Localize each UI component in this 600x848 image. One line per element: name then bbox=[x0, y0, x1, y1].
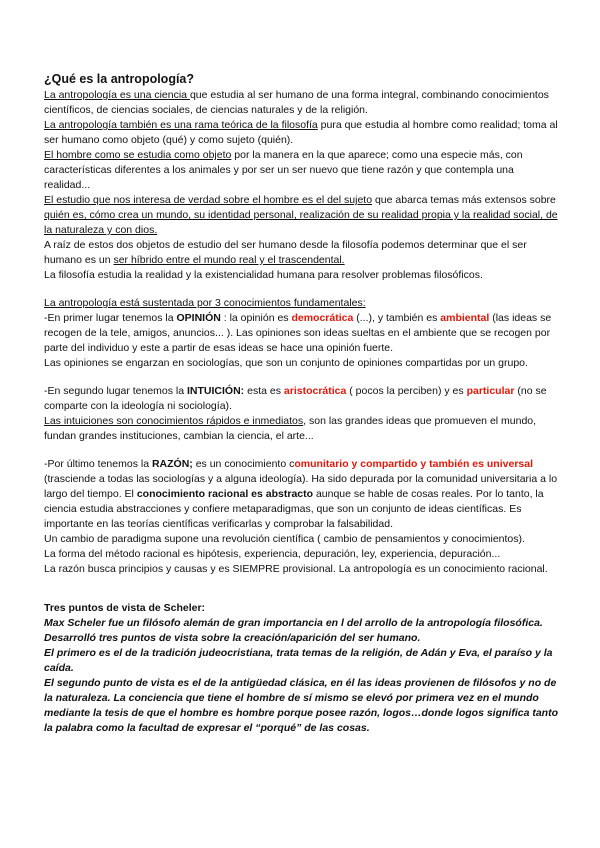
bold-term: OPINIÓN bbox=[176, 312, 221, 324]
paragraph-rama-teorica bbox=[44, 118, 560, 148]
underlined-text: El estudio que nos interesa de verdad sobre el hombre es el del sujeto bbox=[44, 194, 373, 206]
highlight-term: particular bbox=[466, 385, 515, 397]
paragraph-razon-metodo: La forma del método racional es hipótesis, experiencia, depuración, ley, experiencia, depuración... bbox=[44, 548, 501, 560]
paragraph-ciencia bbox=[44, 88, 560, 118]
underlined-text: quién es, cómo crea un mundo, su identidad personal, realización de su realidad propia y la realidad social, de la naturaleza y con dios. bbox=[44, 209, 558, 236]
document-body bbox=[44, 70, 560, 736]
body-text: es un conocimiento c bbox=[192, 458, 295, 470]
underlined-text: ser híbrido entre el mundo real y el trascendental. bbox=[113, 254, 345, 266]
underlined-text: Las intuiciones son conocimientos rápidos e inmediatos bbox=[44, 415, 304, 427]
paragraph-scheler-segundo: El segundo punto de vista es el de la antigüedad clásica, en él las ideas provienen de filósofos y no de la naturaleza. La conciencia que tiene el hombre de sí mismo se elevó por primera vez en el mundo mediante la tesis de que el hombre es hombre porque posee razón, logos…donde logos significa tanto la palabra como la facultad de expresar el “porqué” de las cosas. bbox=[44, 677, 559, 734]
body-text: (trasciende a todas las sociologías y a alguna ideología). Ha sido depurada por la comunidad universitaria a lo largo del tiempo. El bbox=[44, 473, 558, 500]
section-heading-scheler: Tres puntos de vista de Scheler: bbox=[44, 602, 206, 614]
spacer bbox=[44, 371, 560, 384]
body-text: por la manera en la que aparece; como una especie más, con características diferentes a los animales y por ser un ser nuevo que tiene razón y que contempla una realidad... bbox=[44, 149, 523, 191]
bold-term: INTUICIÓN: bbox=[187, 385, 245, 397]
body-text: : la opinión es bbox=[220, 312, 292, 324]
paragraph-scheler-intro: Max Scheler fue un filósofo alemán de gran importancia en l del arrollo de la antropología filosófica. Desarrolló tres puntos de vista sobre la creación/aparición del ser humano. bbox=[44, 617, 543, 644]
body-text: -En segundo lugar tenemos la bbox=[44, 385, 188, 397]
highlight-term: omunitario y compartido y también es universal bbox=[294, 458, 534, 470]
paragraph-sujeto bbox=[44, 193, 560, 238]
body-text: ( pocos la perciben) y es bbox=[346, 385, 467, 397]
body-text: que abarca temas más extensos sobre bbox=[372, 194, 556, 206]
bold-term: conocimiento racional es abstracto bbox=[136, 488, 314, 500]
body-text: -En primer lugar tenemos la bbox=[44, 312, 177, 324]
body-text: pura que estudia al hombre como realidad; toma al ser humano como objeto (qué) y como sujeto (quién). bbox=[44, 119, 558, 146]
body-text: -Por último tenemos la bbox=[44, 458, 152, 470]
section-heading-conocimientos: La antropología está sustentada por 3 conocimientos fundamentales: bbox=[44, 297, 366, 309]
paragraph-opinion-sociologias: Las opiniones se engarzan en sociologías, que son un conjunto de opiniones compartidas por un grupo. bbox=[44, 357, 528, 369]
highlight-term: aristocrática bbox=[283, 385, 347, 397]
body-text: aunque se hable de cosas reales. Por lo tanto, la ciencia estudia abstracciones y confiere metaparadigmas, que son un conjunto de ideas científicas. Es importante en las teorías científicas verificarlas y comprobar la falsabilidad. bbox=[44, 488, 544, 530]
paragraph-objeto bbox=[44, 148, 560, 193]
body-text: que estudia al ser humano de una forma integral, combinando conocimientos científicos, de ciencias sociales, de ciencias naturales y de la religión. bbox=[44, 89, 549, 116]
paragraph-intuicion-ideas bbox=[44, 414, 560, 444]
bold-term: RAZÓN; bbox=[151, 458, 193, 470]
underlined-text: La antropología también es una rama teórica de la filosofía bbox=[44, 119, 318, 131]
spacer bbox=[44, 283, 560, 296]
body-text: esta es bbox=[244, 385, 284, 397]
body-text: A raíz de estos dos objetos de estudio del ser humano desde la filosofía podemos determinar que el ser humano es un bbox=[44, 239, 527, 266]
page-title: ¿Qué es la antropología? bbox=[44, 72, 195, 86]
paragraph-razon bbox=[44, 457, 560, 532]
paragraph-hibrido bbox=[44, 238, 560, 268]
paragraph-razon-paradigma: Un cambio de paradigma supone una revolución científica ( cambio de pensamientos y conocimientos). bbox=[44, 533, 525, 545]
paragraph-intuicion bbox=[44, 384, 560, 414]
spacer bbox=[44, 444, 560, 457]
paragraph-razon-principios: La razón busca principios y causas y es SIEMPRE provisional. La antropología es un conocimiento racional. bbox=[44, 563, 548, 575]
paragraph-scheler-primero: El primero es el de la tradición judeocristiana, trata temas de la religión, de Adán y Eva, el paraíso y la caída. bbox=[44, 647, 553, 674]
body-text: (las ideas se recogen de la tele, amigos, anuncios... ). Las opiniones son ideas sueltas en el ambiente que se recogen por parte del individuo y este a partir de esas ideas se hace una opinión fuerte. bbox=[44, 312, 552, 354]
underlined-text: El hombre como se estudia como objeto bbox=[44, 149, 232, 161]
highlight-term: democrática bbox=[291, 312, 354, 324]
paragraph-opinion bbox=[44, 311, 560, 356]
body-text: (no se comparte con la ideología ni sociología). bbox=[44, 385, 547, 412]
highlight-term: ambiental bbox=[440, 312, 490, 324]
body-text: , son las grandes ideas que promueven el mundo, fundan grandes instituciones, cambian la ciencia, el arte... bbox=[44, 415, 537, 442]
paragraph-filosofia: La filosofía estudia la realidad y la existencialidad humana para resolver problemas filosóficos. bbox=[44, 269, 483, 281]
body-text: (...), y también es bbox=[353, 312, 441, 324]
underlined-text: La antropología es una ciencia bbox=[44, 89, 190, 101]
